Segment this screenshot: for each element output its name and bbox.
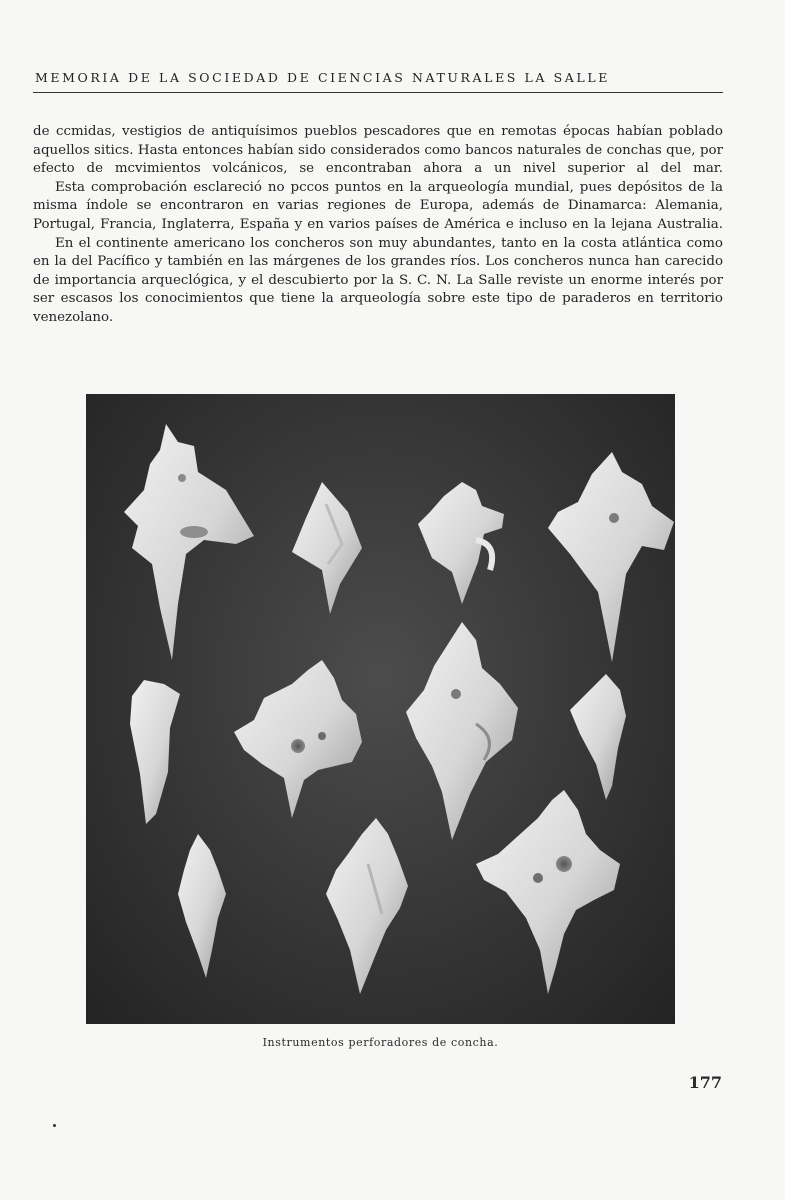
ink-speck xyxy=(53,1124,56,1127)
shell-photograph xyxy=(86,394,675,1024)
shell-10 xyxy=(326,818,408,994)
shell-8 xyxy=(570,674,626,800)
paragraph-2: Esta comprobación esclareció no pccos puntos en la arqueología mundial, pues depósitos de la misma índole se encontraron en varias regiones de Europa, además de Dinamarca: Alemania, Portugal, Francia, Inglaterra, España y en varios países de América e incluso en la lejana Australia. xyxy=(33,179,723,232)
paragraph-3: En el continente americano los concheros son muy abundantes, tanto en la costa atlántica como en la del Pacífico y también en las márgenes de los grandes ríos. Los concheros nunca han carecido de importancia arqueclógica, y el descubierto por la S. C. N. La Salle reviste un enorme interés por ser escasos los conocimientos que tiene la arqueología sobre este tipo de paraderos en territorio venezolano. xyxy=(33,235,723,325)
shell-1 xyxy=(124,424,254,660)
figure-caption: Instrumentos perforadores de concha. xyxy=(262,1036,499,1049)
header-rule xyxy=(33,92,723,93)
paragraph-1: de ccmidas, vestigios de antiquísimos pueblos pescadores que en remotas épocas habían poblado aquellos sitics. Hasta entonces habían sido considerados como bancos naturales de conchas que, por efecto de mcvimientos volcánicos, se encontraban ahora a un nivel superior al del mar. xyxy=(33,124,723,177)
running-header: MEMORIA DE LA SOCIEDAD DE CIENCIAS NATURALES LA SALLE xyxy=(35,70,610,85)
shell-9 xyxy=(178,834,226,978)
page-number: 177 xyxy=(688,1073,722,1092)
shell-11 xyxy=(476,790,620,994)
shell-4 xyxy=(548,452,674,662)
shell-7 xyxy=(406,622,518,840)
shell-3 xyxy=(418,482,504,604)
shell-5 xyxy=(130,680,180,824)
body-text xyxy=(33,123,723,328)
shell-photograph-image xyxy=(86,394,675,1024)
shell-6 xyxy=(234,660,362,818)
shell-2 xyxy=(292,482,362,614)
